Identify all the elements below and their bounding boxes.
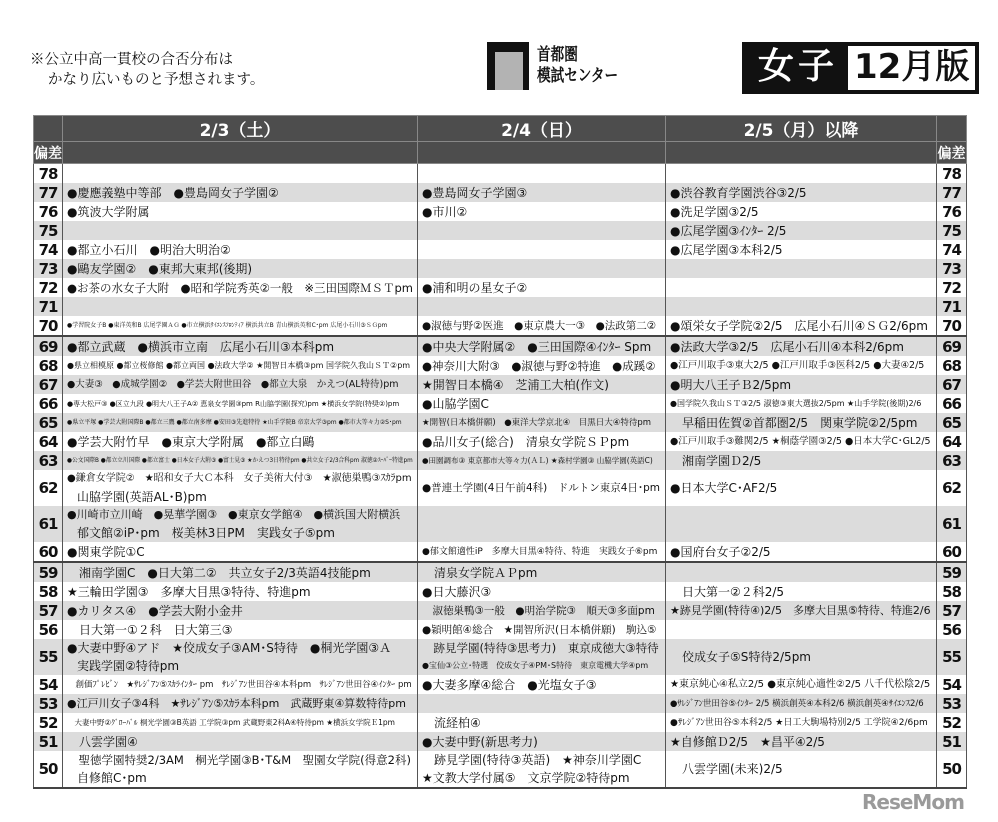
schools-cell bbox=[63, 732, 418, 751]
schools-cell bbox=[418, 221, 666, 240]
schools-cell bbox=[418, 639, 666, 675]
schools-cell bbox=[666, 732, 937, 751]
score-cell: 57 bbox=[34, 601, 63, 620]
table-row bbox=[34, 694, 967, 713]
schools-cell bbox=[63, 240, 418, 259]
score-cell: 76 bbox=[34, 202, 63, 221]
day-header: 2/5（月）以降 bbox=[666, 116, 937, 142]
score-cell: 75 bbox=[34, 221, 63, 240]
score-cell: 68 bbox=[34, 356, 63, 375]
score-cell: 71 bbox=[34, 297, 63, 316]
score-cell: 53 bbox=[34, 694, 63, 713]
score-cell: 74 bbox=[937, 240, 967, 259]
school-list-line: ●法政大学③2/5 広尾小石川④本科2/6pm bbox=[670, 339, 904, 354]
schools-cell bbox=[418, 751, 666, 788]
schools-cell bbox=[63, 751, 418, 788]
score-cell: 54 bbox=[937, 675, 967, 694]
school-list-line: ●県立相模原 ●都立桜修館 ●都立両国 ●法政大学② ★開智日本橋③pm 国学院久我山ＳＴ②pm bbox=[67, 360, 411, 370]
score-cell: 67 bbox=[937, 375, 967, 394]
schools-cell bbox=[63, 164, 418, 184]
table-row bbox=[34, 562, 967, 582]
school-list-line: ●日本大学C･AF2/5 bbox=[670, 481, 778, 495]
table-row bbox=[34, 451, 967, 470]
school-list-line: ●広尾学園③ｲﾝﾀｰ 2/5 bbox=[670, 223, 787, 238]
school-list-line: 流経柏④ bbox=[422, 715, 481, 730]
school-list-line: 大妻中野②ｸﾞﾛｰﾊﾞﾙ 桐光学園③B英語 工学院③pm 武蔵野東2科A④特待pm ★横浜女学院Ｅ1pm bbox=[67, 717, 395, 727]
school-list-line: ●明大八王子Ｂ2/5pm bbox=[670, 377, 792, 392]
school-list-line: ●洗足学園③2/5 bbox=[670, 204, 759, 219]
school-list-line: ★三輪田学園③ 多摩大目黒③特待、特進pm bbox=[67, 584, 311, 599]
score-cell: 61 bbox=[34, 506, 63, 542]
school-list-line: ●ｻﾚｼﾞｱﾝ世田谷⑤ｲﾝﾀｰ 2/5 横浜創英④本科2/6 横浜創英④ｻｲｴﾝｽ2/6 bbox=[670, 698, 924, 709]
school-list-line: ●豊島岡女子学園③ bbox=[422, 185, 528, 200]
school-list-line: ●筑波大学附属 bbox=[67, 204, 150, 219]
school-list-line: ●公文国際B ●都立立川国際 ●都立富士 ●日本女子大附③ ●富士見③ ★かえつ3日特待pm ●共立女子2/3合科pm 淑徳②ｽｰﾊﾟｰ特進pm bbox=[67, 456, 413, 464]
edition-badge bbox=[742, 42, 979, 94]
schools-cell bbox=[418, 259, 666, 278]
schools-cell bbox=[63, 221, 418, 240]
schools-cell bbox=[418, 451, 666, 470]
school-list-line: ●県立平塚 ●学芸大附国際B ●都立三鷹 ●都立南多摩 ●安田③先進特待 ★山手学院B 帝京大学③pm ●都市大等々力②S･pm bbox=[67, 418, 402, 426]
school-list-line: ●宝仙③公立･特選 佼成女子④PM･S特待 東京電機大学④pm bbox=[422, 661, 649, 670]
schools-cell bbox=[418, 278, 666, 297]
blank-header bbox=[418, 142, 666, 164]
school-list-line: ●関東学院①C bbox=[67, 544, 145, 559]
school-list-line: ●頌栄女子学院②2/5 広尾小石川④ＳＧ2/6pm bbox=[670, 318, 928, 333]
score-cell: 69 bbox=[937, 336, 967, 356]
schools-cell bbox=[63, 259, 418, 278]
score-cell: 77 bbox=[937, 183, 967, 202]
schools-cell bbox=[666, 164, 937, 184]
school-list-line: 実践学園②特待pm bbox=[77, 659, 180, 673]
schools-cell bbox=[418, 620, 666, 639]
schools-cell bbox=[63, 620, 418, 639]
schools-cell bbox=[63, 202, 418, 221]
school-list-line: 自修館C･pm bbox=[77, 771, 147, 785]
schools-cell bbox=[63, 542, 418, 562]
score-cell: 74 bbox=[34, 240, 63, 259]
schools-cell bbox=[63, 451, 418, 470]
schools-cell bbox=[63, 375, 418, 394]
schools-cell bbox=[666, 542, 937, 562]
score-cell: 51 bbox=[937, 732, 967, 751]
school-list-line: 湘南学園Ｄ2/5 bbox=[670, 453, 762, 468]
table-row bbox=[34, 164, 967, 184]
school-list-line: ★文教大学付属⑤ 文京学院②特待pm bbox=[422, 771, 630, 785]
schools-cell bbox=[63, 278, 418, 297]
schools-cell bbox=[63, 356, 418, 375]
score-cell: 66 bbox=[937, 394, 967, 413]
score-cell: 71 bbox=[937, 297, 967, 316]
score-cell: 64 bbox=[34, 432, 63, 451]
school-list-line: 日大第一②２科2/5 bbox=[670, 584, 785, 599]
school-list-line: ●鎌倉女学院② ★昭和女子大Ｃ本科 女子美術大付③ ★淑徳巣鴨③ｽｶﾗpm bbox=[67, 473, 412, 484]
score-cell: 73 bbox=[34, 259, 63, 278]
table-row bbox=[34, 601, 967, 620]
school-list-line: ●国府台女子②2/5 bbox=[670, 544, 771, 559]
school-list-line: ★開智(日本橋併願) ●東洋大学京北④ 目黒日大④特待pm bbox=[422, 417, 652, 428]
score-cell: 76 bbox=[937, 202, 967, 221]
school-list-line: 聖徳学園特奨2/3AM 桐光学園③B･T&M 聖園女学院(得意2科) bbox=[67, 753, 411, 767]
table-row bbox=[34, 506, 967, 542]
score-cell: 65 bbox=[34, 413, 63, 432]
table-row bbox=[34, 240, 967, 259]
score-cell: 77 bbox=[34, 183, 63, 202]
school-list-line: ●大妻多摩④総合 ●光塩女子③ bbox=[422, 677, 597, 692]
logo-text bbox=[537, 45, 618, 87]
schools-cell bbox=[418, 240, 666, 259]
score-cell: 58 bbox=[34, 582, 63, 601]
score-cell: 56 bbox=[34, 620, 63, 639]
blank-header bbox=[666, 142, 937, 164]
schools-cell bbox=[666, 297, 937, 316]
table-row bbox=[34, 336, 967, 356]
school-list-line: ●お茶の水女子大附 ●昭和学院秀英②一般 ※三田国際ＭＳＴpm bbox=[67, 280, 414, 295]
score-cell: 63 bbox=[34, 451, 63, 470]
school-list-line: ●日大藤沢③ bbox=[422, 584, 492, 599]
score-cell: 65 bbox=[937, 413, 967, 432]
school-list-line: ●品川女子(総合) 清泉女学院ＳＰpm bbox=[422, 434, 630, 449]
schools-cell bbox=[418, 582, 666, 601]
school-list-line: ●神奈川大附③ ●淑徳与野②特進 ●成蹊② bbox=[422, 358, 656, 373]
school-list-line: 湘南学園C ●日大第二② 共立女子2/3英語4技能pm bbox=[67, 565, 371, 580]
school-list-line: ●市川② bbox=[422, 204, 468, 219]
score-cell: 70 bbox=[34, 316, 63, 336]
schools-cell bbox=[418, 470, 666, 506]
schools-cell bbox=[666, 278, 937, 297]
schools-cell bbox=[666, 375, 937, 394]
table-row bbox=[34, 751, 967, 788]
schools-cell bbox=[666, 183, 937, 202]
schools-cell bbox=[418, 542, 666, 562]
table-row bbox=[34, 675, 967, 694]
logo-line: 首都圏 bbox=[537, 45, 578, 65]
schools-cell bbox=[666, 620, 937, 639]
schools-cell bbox=[666, 394, 937, 413]
school-list-line: ★東京純心④私立2/5 ●東京純心適性②2/5 八千代松陰2/5 bbox=[670, 678, 931, 690]
results-table bbox=[33, 115, 967, 789]
schools-cell bbox=[418, 375, 666, 394]
score-cell: 59 bbox=[34, 562, 63, 582]
table-row bbox=[34, 713, 967, 732]
schools-cell bbox=[418, 394, 666, 413]
school-list-line: ●淑徳与野②医進 ●東京農大一③ ●法政第二② bbox=[422, 319, 657, 332]
score-header: 偏差 bbox=[34, 142, 63, 164]
schools-cell bbox=[666, 451, 937, 470]
table-row bbox=[34, 356, 967, 375]
table-row bbox=[34, 297, 967, 316]
school-list-line: ★自修館Ｄ2/5 ★昌平④2/5 bbox=[670, 734, 825, 749]
school-list-line: ●田園調布③ 東京都市大等々力(ＡＬ) ★森村学園③ 山脇学園(英語C) bbox=[422, 455, 653, 465]
schools-cell bbox=[418, 713, 666, 732]
resemom-watermark: ReseMom bbox=[862, 790, 964, 814]
table-row bbox=[34, 432, 967, 451]
school-list-line: ●専大松戸③ ●区立九段 ●明大八王子A② 恵泉女学園③pm R山脇学園(探究)pm ★横浜女学院(特奨②)pm bbox=[67, 399, 400, 408]
score-cell: 61 bbox=[937, 506, 967, 542]
table-row bbox=[34, 470, 967, 506]
note-line: ※公立中高一貫校の合否分布は bbox=[30, 52, 233, 68]
schools-cell bbox=[63, 413, 418, 432]
schools-cell bbox=[63, 183, 418, 202]
table-row bbox=[34, 413, 967, 432]
corner-cell bbox=[34, 116, 63, 142]
schools-cell bbox=[418, 694, 666, 713]
school-list-line: ●浦和明の星女子② bbox=[422, 280, 528, 295]
schools-cell bbox=[418, 675, 666, 694]
schools-cell bbox=[63, 316, 418, 336]
schools-cell bbox=[666, 221, 937, 240]
score-cell: 55 bbox=[34, 639, 63, 675]
schools-cell bbox=[418, 601, 666, 620]
schools-cell bbox=[418, 432, 666, 451]
school-list-line: 清泉女学院ＡＰpm bbox=[422, 565, 538, 580]
schools-cell bbox=[418, 202, 666, 221]
schools-cell bbox=[666, 240, 937, 259]
school-list-line: ●江戸川女子③4科 ★ｻﾚｼﾞｱﾝ⑤ｽｶﾗ本科pm 武蔵野東④算数特待pm bbox=[67, 696, 406, 710]
schools-cell bbox=[666, 639, 937, 675]
school-list-line: ●ｻﾚｼﾞｱﾝ世田谷⑤本科2/5 ★日工大駒場特別2/5 工学院④2/6pm bbox=[670, 717, 928, 728]
school-list-line: ●大妻中野(新思考力) bbox=[422, 734, 538, 749]
score-cell: 57 bbox=[937, 601, 967, 620]
score-cell: 72 bbox=[34, 278, 63, 297]
schools-cell bbox=[63, 582, 418, 601]
score-cell: 63 bbox=[937, 451, 967, 470]
school-list-line: 郁文館②iP･pm 桜美林3日PM 実践女子⑤pm bbox=[77, 526, 335, 540]
school-list-line: ●慶應義塾中等部 ●豊島岡女子学園② bbox=[67, 185, 279, 200]
edition-label: 12月版 bbox=[848, 46, 975, 90]
schools-cell bbox=[666, 713, 937, 732]
schools-cell bbox=[666, 675, 937, 694]
schools-cell bbox=[666, 601, 937, 620]
schools-cell bbox=[418, 183, 666, 202]
schools-cell bbox=[63, 432, 418, 451]
schools-cell bbox=[666, 562, 937, 582]
schools-cell bbox=[666, 259, 937, 278]
schools-cell bbox=[666, 751, 937, 788]
score-cell: 62 bbox=[34, 470, 63, 506]
score-cell: 52 bbox=[34, 713, 63, 732]
score-cell: 50 bbox=[937, 751, 967, 788]
score-cell: 75 bbox=[937, 221, 967, 240]
schools-cell bbox=[666, 413, 937, 432]
schools-cell bbox=[418, 164, 666, 184]
table-row bbox=[34, 394, 967, 413]
note-line: かなり広いものと予想されます。 bbox=[48, 72, 265, 88]
score-cell: 56 bbox=[937, 620, 967, 639]
score-cell: 73 bbox=[937, 259, 967, 278]
score-cell: 50 bbox=[34, 751, 63, 788]
table-row bbox=[34, 221, 967, 240]
schools-cell bbox=[418, 297, 666, 316]
school-list-line: ●穎明館④総合 ★開智所沢(日本橋併願) 駒込⑤ bbox=[422, 623, 657, 636]
schools-cell bbox=[666, 432, 937, 451]
schools-cell bbox=[418, 316, 666, 336]
score-cell: 67 bbox=[34, 375, 63, 394]
table-row bbox=[34, 639, 967, 675]
table-row bbox=[34, 183, 967, 202]
schools-cell bbox=[63, 470, 418, 506]
school-list-line: ●カリタス④ ●学芸大附小金井 bbox=[67, 603, 243, 618]
table-row bbox=[34, 202, 967, 221]
day-header: 2/3（土） bbox=[63, 116, 418, 142]
school-list-line: 佼成女子⑤S特待2/5pm bbox=[670, 650, 811, 664]
header-note bbox=[30, 50, 264, 90]
schools-cell bbox=[418, 732, 666, 751]
school-list-line: 跡見学園(特待③思考力) 東京成徳大③特待 bbox=[422, 641, 659, 655]
school-list-line: ●江戸川取手③東大2/5 ●江戸川取手③医科2/5 ●大妻④2/5 bbox=[670, 359, 925, 371]
schools-cell bbox=[418, 506, 666, 542]
day-header: 2/4（日） bbox=[418, 116, 666, 142]
table-body bbox=[34, 164, 967, 789]
score-cell: 62 bbox=[937, 470, 967, 506]
blank-header bbox=[63, 142, 418, 164]
schools-cell bbox=[666, 582, 937, 601]
school-list-line: ●鷗友学園② ●東邦大東邦(後期) bbox=[67, 261, 253, 276]
score-cell: 64 bbox=[937, 432, 967, 451]
score-cell: 51 bbox=[34, 732, 63, 751]
school-list-line: ●普連土学園(4日午前4科) ドルトン東京4日･pm bbox=[422, 482, 661, 494]
schools-cell bbox=[63, 694, 418, 713]
score-cell: 55 bbox=[937, 639, 967, 675]
corner-cell bbox=[937, 116, 967, 142]
score-cell: 78 bbox=[34, 164, 63, 184]
school-list-line: ●山脇学園C bbox=[422, 396, 489, 411]
schools-cell bbox=[63, 601, 418, 620]
school-list-line: ●国学院久我山ＳＴ③2/5 淑徳③東大選抜2/5pm ★山手学院(後期)2/6 bbox=[670, 398, 922, 408]
school-list-line: ●郁文館適性iP 多摩大目黒④特待、特進 実践女子⑥pm bbox=[422, 546, 658, 557]
schools-cell bbox=[63, 562, 418, 582]
score-cell: 59 bbox=[937, 562, 967, 582]
school-list-line: 淑徳巣鴨③一般 ●明治学院③ 順天③多面pm bbox=[422, 604, 655, 617]
score-cell: 66 bbox=[34, 394, 63, 413]
school-list-line: ●渋谷教育学園渋谷③2/5 bbox=[670, 185, 807, 200]
gender-label: 女子 bbox=[758, 46, 839, 87]
score-cell: 52 bbox=[937, 713, 967, 732]
school-list-line: 山脇学園(英語AL･B)pm bbox=[77, 490, 207, 504]
schools-cell bbox=[63, 506, 418, 542]
school-list-line: 八雲学園④ bbox=[67, 734, 138, 749]
school-list-line: 八雲学園(未来)2/5 bbox=[670, 762, 783, 776]
school-list-line: ●大妻中野④アド ★佼成女子③AM･S特待 ●桐光学園③Ａ bbox=[67, 641, 392, 655]
school-list-line: 創価ﾌﾟﾚﾋﾞﾝ ★ｻﾚｼﾞｱﾝ⑤ｽｶﾗｲﾝﾀｰ pm ｻﾚｼﾞｱﾝ世田谷④本科pm ｻﾚｼﾞｱﾝ世田谷④ｲﾝﾀｰ pm bbox=[67, 679, 412, 690]
school-list-line: ★開智日本橋④ 芝浦工大柏(作文) bbox=[422, 377, 609, 392]
school-list-line: ●都立武蔵 ●横浜市立南 広尾小石川③本科pm bbox=[67, 339, 335, 354]
table-row bbox=[34, 732, 967, 751]
schools-cell bbox=[666, 316, 937, 336]
school-list-line: ●学習院女子B ●東洋英和B 広尾学園ＡＧ ●市立横浜ｻｲｴﾝｽﾌﾛﾝﾃｨｱ 横浜共立B 青山横浜英和C･pm 広尾小石川③ＳＧpm bbox=[67, 321, 388, 329]
score-cell: 68 bbox=[937, 356, 967, 375]
table-row bbox=[34, 316, 967, 336]
school-list-line: ●中央大学附属② ●三田国際④ｲﾝﾀｰ Spm bbox=[422, 339, 652, 354]
schools-cell bbox=[418, 336, 666, 356]
schools-cell bbox=[63, 639, 418, 675]
score-cell: 78 bbox=[937, 164, 967, 184]
score-cell: 60 bbox=[937, 542, 967, 562]
schools-cell bbox=[63, 713, 418, 732]
score-cell: 60 bbox=[34, 542, 63, 562]
score-cell: 69 bbox=[34, 336, 63, 356]
schools-cell bbox=[418, 562, 666, 582]
school-list-line: 日大第一①２科 日大第三③ bbox=[67, 622, 233, 637]
shutoken-logo bbox=[487, 42, 638, 90]
schools-cell bbox=[666, 202, 937, 221]
score-header: 偏差 bbox=[937, 142, 967, 164]
school-list-line: ●大妻③ ●成城学園② ●学芸大附世田谷 ●都立大泉 かえつ(AL特待)pm bbox=[67, 378, 399, 390]
schools-cell bbox=[418, 413, 666, 432]
table-row bbox=[34, 259, 967, 278]
table-row bbox=[34, 542, 967, 562]
school-list-line: ●川崎市立川崎 ●晃華学園③ ●東京女学館④ ●横浜国大附横浜 bbox=[67, 508, 401, 521]
schools-cell bbox=[666, 356, 937, 375]
score-cell: 72 bbox=[937, 278, 967, 297]
table-row bbox=[34, 375, 967, 394]
table-row bbox=[34, 582, 967, 601]
score-cell: 58 bbox=[937, 582, 967, 601]
logo-mark-icon bbox=[487, 42, 529, 90]
schools-cell bbox=[418, 356, 666, 375]
schools-cell bbox=[63, 297, 418, 316]
table-row bbox=[34, 278, 967, 297]
table-row bbox=[34, 620, 967, 639]
schools-cell bbox=[63, 394, 418, 413]
schools-cell bbox=[666, 694, 937, 713]
schools-cell bbox=[666, 506, 937, 542]
school-list-line: ★跡見学園(特待④)2/5 多摩大目黒⑤特待、特進2/6 bbox=[670, 603, 931, 617]
schools-cell bbox=[63, 336, 418, 356]
score-cell: 54 bbox=[34, 675, 63, 694]
logo-line: 模試センター bbox=[537, 66, 619, 86]
school-list-line: ●学芸大附竹早 ●東京大学附属 ●都立白鷗 bbox=[67, 434, 315, 449]
score-cell: 70 bbox=[937, 316, 967, 336]
school-list-line: ●都立小石川 ●明治大明治② bbox=[67, 242, 231, 257]
school-list-line: 早稲田佐賀②首都圏2/5 関東学院②2/5pm bbox=[670, 415, 918, 430]
schools-cell bbox=[63, 675, 418, 694]
schools-cell bbox=[666, 336, 937, 356]
school-list-line: ●広尾学園③本科2/5 bbox=[670, 242, 783, 257]
school-list-line: ●江戸川取手③難関2/5 ★桐蔭学園③2/5 ●日本大学C･GL2/5 bbox=[670, 435, 931, 447]
score-cell: 53 bbox=[937, 694, 967, 713]
schools-cell bbox=[666, 470, 937, 506]
school-list-line: 跡見学園(特待③英語) ★神奈川学園C bbox=[422, 753, 642, 767]
